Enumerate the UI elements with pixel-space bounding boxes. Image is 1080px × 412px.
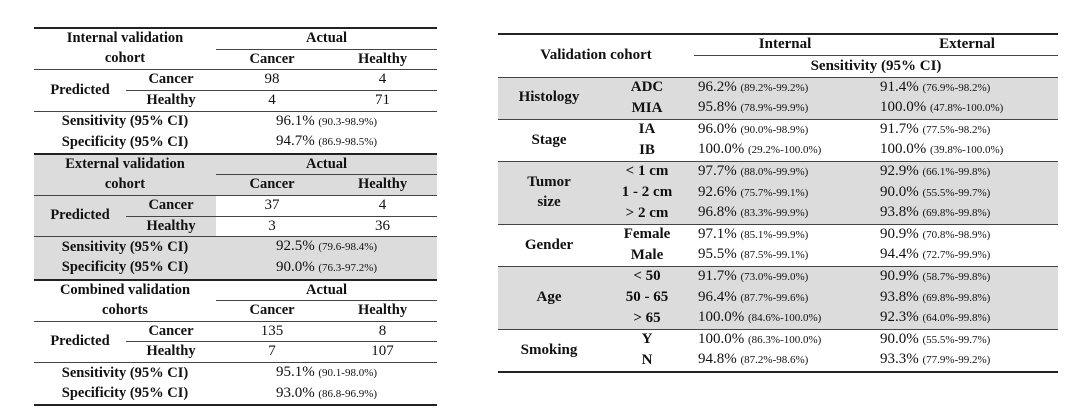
subgroup-label: Y <box>600 329 694 350</box>
sensitivity-cell <box>216 111 437 132</box>
internal-value: 100.0% <box>698 309 745 326</box>
internal-cell <box>694 308 876 329</box>
cell-value: 107 <box>328 342 437 363</box>
subgroup-label: Female <box>600 224 694 245</box>
external-ci: (69.8%-99.8%) <box>922 291 991 304</box>
validation-confusion-table <box>34 27 437 406</box>
group-age: Age <box>498 266 600 329</box>
external-value: 100.0% <box>880 141 927 158</box>
external-cell <box>876 77 1058 98</box>
block-title-line2: cohorts <box>102 301 148 318</box>
internal-value: 95.8% <box>698 99 737 116</box>
subgroup-label: N <box>600 350 694 372</box>
specificity-cell <box>216 132 437 154</box>
sensitivity-ci: (90.3-98.9%) <box>318 115 378 128</box>
cell-value: 37 <box>216 196 328 217</box>
subgroup-label: > 65 <box>600 308 694 329</box>
group-histology: Histology <box>498 77 600 119</box>
external-value: 90.0% <box>880 183 919 200</box>
external-value: 100.0% <box>880 99 927 116</box>
internal-ci: (87.7%-99.6%) <box>740 291 809 304</box>
col-healthy: Healthy <box>328 175 437 196</box>
specificity-label: Specificity (95% CI) <box>34 384 216 406</box>
external-value: 93.8% <box>880 288 919 305</box>
external-cell <box>876 266 1058 287</box>
cell-value: 36 <box>328 216 437 237</box>
row-cancer: Cancer <box>126 70 216 91</box>
specificity-label: Specificity (95% CI) <box>61 133 189 150</box>
external-value: 93.3% <box>880 351 919 368</box>
subgroup-label: IA <box>600 119 694 140</box>
internal-value: 100.0% <box>698 141 745 158</box>
cell-value: 135 <box>216 321 328 342</box>
internal-value: 94.8% <box>698 351 737 368</box>
internal-ci: (87.5%-99.1%) <box>740 249 809 262</box>
sensitivity-cell <box>216 363 437 384</box>
internal-cell <box>694 119 876 140</box>
cell-value: 98 <box>216 70 328 91</box>
internal-cell <box>694 203 876 224</box>
row-cancer: Cancer <box>126 321 216 342</box>
internal-cell <box>694 350 876 372</box>
subgroup-sensitivity-table <box>498 33 1058 373</box>
header-sensitivity: Sensitivity (95% CI) <box>694 56 1058 77</box>
external-cell <box>876 183 1058 204</box>
internal-cell <box>694 288 876 309</box>
group-name-line2: size <box>537 193 561 210</box>
group-stage: Stage <box>498 119 600 161</box>
sensitivity-value: 92.5% <box>276 238 315 255</box>
block-title-line2: cohort <box>34 175 216 196</box>
block-title: External validation <box>34 154 216 175</box>
predicted-label: Predicted <box>34 321 126 362</box>
internal-ci: (73.0%-99.0%) <box>740 270 809 283</box>
internal-value: 92.6% <box>698 183 737 200</box>
internal-cell <box>694 140 876 161</box>
external-ci: (77.9%-99.2%) <box>922 354 991 367</box>
external-cell <box>876 350 1058 372</box>
internal-header-row <box>34 28 437 49</box>
internal-value: 96.8% <box>698 204 737 221</box>
external-value: 91.4% <box>880 78 919 95</box>
header-external: External <box>876 34 1058 56</box>
predicted-label: Predicted <box>34 70 126 111</box>
external-ci: (58.7%-99.8%) <box>922 270 991 283</box>
external-ci: (70.8%-98.9%) <box>922 228 991 241</box>
external-cell <box>876 245 1058 266</box>
specificity-value: 93.0% <box>276 384 315 401</box>
external-cell <box>876 308 1058 329</box>
external-value: 90.9% <box>880 267 919 284</box>
subgroup-label: MIA <box>600 98 694 119</box>
actual-label: Actual <box>216 28 437 49</box>
specificity-ci: (76.3-97.2%) <box>318 261 378 274</box>
row-cancer: Cancer <box>126 196 216 217</box>
cell-value: 7 <box>216 342 328 363</box>
external-value: 90.9% <box>880 225 919 242</box>
internal-cell <box>694 245 876 266</box>
internal-ci: (83.3%-99.9%) <box>740 207 809 220</box>
external-value: 90.0% <box>880 330 919 347</box>
cell-value: 4 <box>328 70 437 91</box>
sensitivity-value: 96.1% <box>276 112 315 129</box>
actual-label: Actual <box>216 280 437 301</box>
row-healthy: Healthy <box>126 342 216 363</box>
specificity-ci: (86.8-96.9%) <box>318 387 378 400</box>
external-value: 92.9% <box>880 162 919 179</box>
internal-ci: (75.7%-99.1%) <box>740 186 809 199</box>
specificity-label: Specificity (95% CI) <box>34 258 216 280</box>
external-ci: (76.9%-98.2%) <box>922 81 991 94</box>
group-tumor-size <box>498 161 600 224</box>
block-title: Internal validation <box>34 28 216 49</box>
internal-cell <box>694 161 876 182</box>
header-validation-cohort: Validation cohort <box>498 34 694 77</box>
external-cell <box>876 203 1058 224</box>
specificity-value: 94.7% <box>276 133 315 150</box>
cell-value: 3 <box>216 216 328 237</box>
external-cell <box>876 119 1058 140</box>
external-cell <box>876 329 1058 350</box>
internal-ci: (85.1%-99.9%) <box>740 228 809 241</box>
external-ci: (72.7%-99.9%) <box>922 249 991 262</box>
specificity-cell <box>216 258 437 280</box>
internal-cell <box>694 183 876 204</box>
internal-value: 95.5% <box>698 246 737 263</box>
subgroup-label: 1 - 2 cm <box>600 183 694 204</box>
internal-value: 96.4% <box>698 288 737 305</box>
internal-cell <box>694 266 876 287</box>
external-ci: (64.0%-99.8%) <box>922 312 991 325</box>
internal-cell <box>694 224 876 245</box>
col-healthy: Healthy <box>357 50 408 67</box>
external-ci: (69.8%-99.8%) <box>922 207 991 220</box>
sensitivity-label: Sensitivity (95% CI) <box>34 363 216 384</box>
cell-value: 8 <box>328 321 437 342</box>
external-ci: (39.8%-100.0%) <box>930 144 1004 157</box>
internal-ci: (90.0%-98.9%) <box>740 123 809 136</box>
sensitivity-cell <box>216 237 437 258</box>
group-name-line1: Tumor <box>527 174 571 191</box>
internal-value: 96.2% <box>698 78 737 95</box>
internal-cell <box>694 329 876 350</box>
external-ci: (66.1%-99.8%) <box>922 165 991 178</box>
internal-ci: (78.9%-99.9%) <box>740 102 809 115</box>
sensitivity-label: Sensitivity (95% CI) <box>34 111 216 132</box>
internal-value: 96.0% <box>698 120 737 137</box>
col-cancer: Cancer <box>216 175 328 196</box>
block-title-line2: cohort <box>104 50 146 67</box>
subgroup-label: Male <box>630 246 664 263</box>
cell-value: 71 <box>328 90 437 111</box>
external-value: 91.7% <box>880 120 919 137</box>
external-cell <box>876 161 1058 182</box>
external-cell <box>876 140 1058 161</box>
col-healthy: Healthy <box>357 302 408 319</box>
subgroup-label: < 50 <box>600 266 694 287</box>
cell-value: 4 <box>216 90 328 111</box>
subgroup-label: IB <box>639 141 655 158</box>
cell-value: 4 <box>328 196 437 217</box>
external-ci: (77.5%-98.2%) <box>922 123 991 136</box>
internal-cell <box>694 77 876 98</box>
internal-ci: (88.0%-99.9%) <box>740 165 809 178</box>
external-value: 92.3% <box>880 309 919 326</box>
group-smoking: Smoking <box>498 329 600 372</box>
subgroup-label: < 1 cm <box>600 161 694 182</box>
subgroup-label: 50 - 65 <box>600 288 694 309</box>
sensitivity-value: 95.1% <box>276 364 315 381</box>
internal-value: 91.7% <box>698 267 737 284</box>
block-title: Combined validation <box>34 280 216 301</box>
group-gender: Gender <box>498 224 600 266</box>
row-healthy: Healthy <box>126 216 216 237</box>
predicted-label: Predicted <box>34 196 126 237</box>
internal-ci: (87.2%-98.6%) <box>740 354 809 367</box>
external-cell <box>876 98 1058 119</box>
row-healthy: Healthy <box>126 90 216 111</box>
col-cancer: Cancer <box>249 302 295 319</box>
external-ci: (55.5%-99.7%) <box>922 333 991 346</box>
subgroup-label: ADC <box>600 77 694 98</box>
external-value: 94.4% <box>880 246 919 263</box>
subgroup-label: > 2 cm <box>600 203 694 224</box>
internal-ci: (89.2%-99.2%) <box>740 81 809 94</box>
internal-value: 100.0% <box>698 330 745 347</box>
sensitivity-ci: (90.1-98.0%) <box>318 367 378 380</box>
specificity-cell <box>216 384 437 406</box>
external-cell <box>876 288 1058 309</box>
col-cancer: Cancer <box>249 50 295 67</box>
sensitivity-label: Sensitivity (95% CI) <box>34 237 216 258</box>
internal-ci: (86.3%-100.0%) <box>748 333 822 346</box>
header-internal: Internal <box>694 34 876 56</box>
external-ci: (47.8%-100.0%) <box>930 102 1004 115</box>
external-value: 93.8% <box>880 204 919 221</box>
sensitivity-ci: (79.6-98.4%) <box>318 241 378 254</box>
internal-ci: (29.2%-100.0%) <box>748 144 822 157</box>
external-cell <box>876 224 1058 245</box>
specificity-ci: (86.9-98.5%) <box>318 136 378 149</box>
internal-ci: (84.6%-100.0%) <box>748 312 822 325</box>
specificity-value: 90.0% <box>276 258 315 275</box>
actual-label: Actual <box>216 154 437 175</box>
external-ci: (55.5%-99.7%) <box>922 186 991 199</box>
internal-value: 97.1% <box>698 225 737 242</box>
internal-cell <box>694 98 876 119</box>
internal-value: 97.7% <box>698 162 737 179</box>
